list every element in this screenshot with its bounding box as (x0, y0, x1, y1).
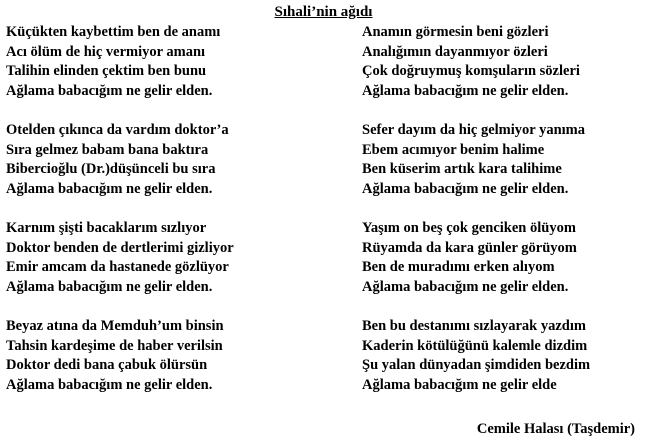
verse-line: Ben bu destanımı sızlayarak yazdım (362, 318, 586, 334)
verse-line: Sıra gelmez babam bana baktıra (6, 141, 209, 158)
verse-line: Analığımın dayanmıyor özleri (362, 43, 548, 60)
right-column (362, 23, 642, 415)
verse-line: Ben de muradımı erken alıyom (362, 259, 555, 275)
verse-line: Çok doğruymuş komşuların sözleri (362, 63, 580, 79)
verse-line: Rüyamda da kara günler görüyom (362, 239, 577, 256)
verse-line: Beyaz atına da Memduh’um binsin (6, 318, 224, 334)
verse-line: Sefer dayım da hiç gelmiyor yanıma (362, 122, 585, 138)
stanza-left-3 (6, 219, 326, 297)
verse-line: Kaderin kötülüğünü kalemle dizdim (362, 337, 588, 354)
verse-line: Talihin elinden çektim ben bunu (6, 63, 207, 79)
verse-line: Bibercioğlu (Dr.)düşünceli bu sıra (6, 161, 216, 177)
verse-line: Ağlama babacığım ne gelir elden. (6, 278, 213, 295)
verse-line: Doktor dedi bana çabuk ölürsün (6, 357, 208, 373)
verse-line: Doktor benden de dertlerimi gizliyor (6, 239, 234, 256)
verse-line: Ağlama babacığım ne gelir elden. (6, 180, 213, 197)
verse-line: Küçükten kaybettim ben de anamı (6, 24, 221, 40)
verse-line: Acı ölüm de hiç vermiyor amanı (6, 43, 206, 60)
verse-line: Ebem acımıyor benim halime (362, 141, 545, 158)
verse-line: Ağlama babacığım ne gelir elde (362, 376, 557, 393)
verse-line: Şu yalan dünyadan şimdiden bezdim (362, 357, 591, 373)
verse-line: Ağlama babacığım ne gelir elden. (6, 82, 213, 99)
verse-line: Ben küserim artık kara talihime (362, 161, 562, 177)
author-signature: Cemile Halası (Taşdemir) (476, 421, 635, 437)
verse-line: Yaşım on beş çok genciken ölüyom (362, 220, 576, 236)
stanza-right-1 (362, 23, 642, 101)
verse-line: Ağlama babacığım ne gelir elden. (362, 82, 569, 99)
verse-line: Ağlama babacığım ne gelir elden. (6, 376, 213, 393)
verse-line: Ağlama babacığım ne gelir elden. (362, 180, 569, 197)
verse-line: Emir amcam da hastanede gözlüyor (6, 259, 229, 275)
poem-title: Sıhali’nin ağıdı (274, 4, 373, 20)
stanza-right-4 (362, 317, 642, 395)
verse-line: Otelden çıkınca da vardım doktor’a (6, 122, 229, 138)
verse-line: Anamın görmesin beni gözleri (362, 24, 549, 40)
stanza-right-2 (362, 121, 642, 199)
stanza-right-3 (362, 219, 642, 297)
stanza-left-1 (6, 23, 326, 101)
verse-line: Ağlama babacığım ne gelir elden. (362, 278, 569, 295)
stanza-left-2 (6, 121, 326, 199)
stanza-left-4 (6, 317, 326, 395)
verse-line: Tahsin kardeşime de haber verilsin (6, 337, 223, 354)
left-column (6, 23, 326, 415)
verse-line: Karnım şişti bacaklarım sızlıyor (6, 220, 207, 236)
